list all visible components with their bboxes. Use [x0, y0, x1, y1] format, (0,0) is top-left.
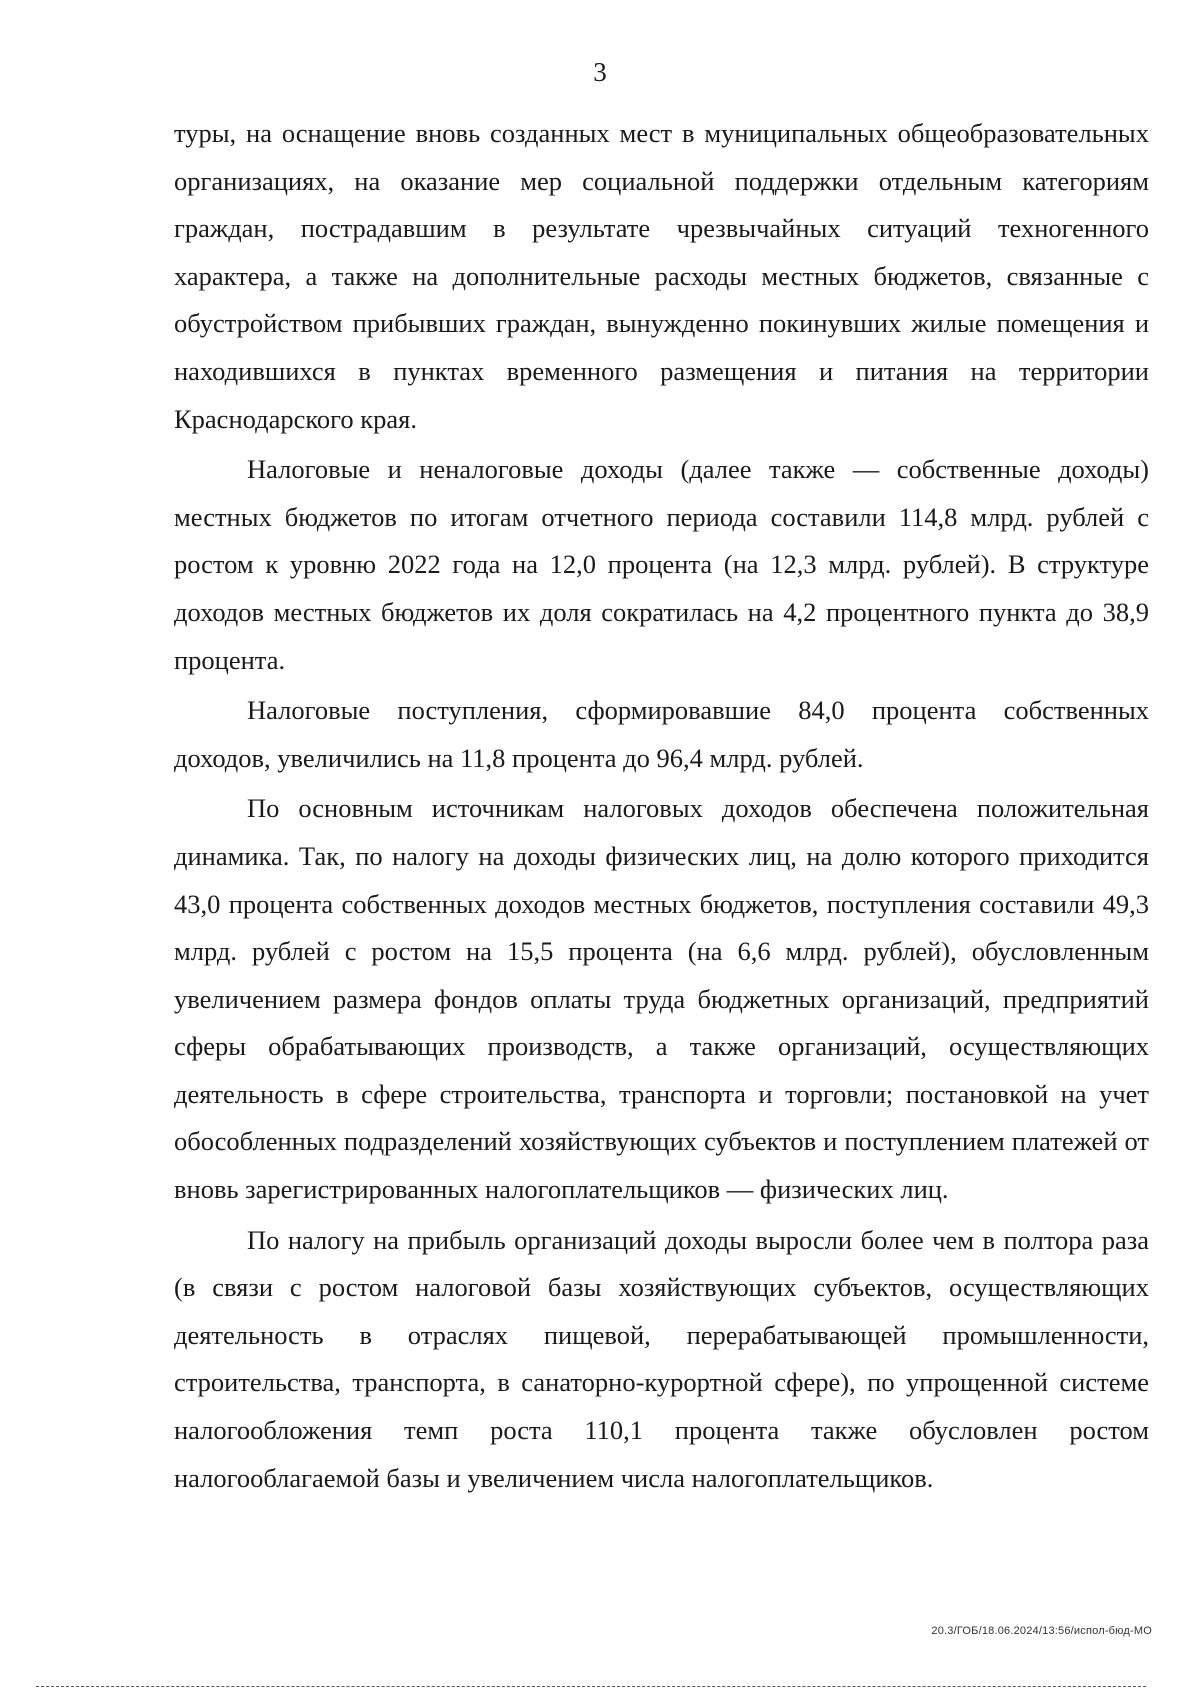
document-body: [174, 110, 1149, 1502]
paragraph-income-tax: По основным источникам налоговых доходов обеспечена положительная динамика. Так, по налогу на доходы физических лиц, на долю которого приходится 43,0 процента собственных доходов местных бюджетов, поступления составили 49,3 млрд. рублей с ростом на 15,5 процента (на 6,6 млрд. рублей), обусловленным увеличением размера фондов оплаты труда бюджетных организаций, предприятий сферы обрабатывающих производств, а также организаций, осуществляющих деятельность в сфере строительства, транспорта и торговли; постановкой на учет обособленных подразделений хозяйствующих субъектов и поступлением платежей от вновь зарегистрированных налогоплательщиков — физических лиц.: [174, 793, 1149, 1205]
footer-document-code: 20.3/ГОБ/18.06.2024/13:56/испол-бюд-МО: [931, 1625, 1152, 1637]
bottom-divider-line: [36, 1686, 1146, 1687]
paragraph-own-revenue: Налоговые и неналоговые доходы (далее также — собственные доходы) местных бюджетов по итогам отчетного периода составили 114,8 млрд. рублей с ростом к уровню 2022 года на 12,0 процента (на 12,3 млрд. рублей). В структуре доходов местных бюджетов их доля сократилась на 4,2 процентного пункта до 38,9 процента.: [174, 454, 1149, 675]
paragraph-profit-tax: По налогу на прибыль организаций доходы выросли более чем в полтора раза (в связи с ростом налоговой базы хозяйствующих субъектов, осуществляющих деятельность в отраслях пищевой, перерабатывающей промышленности, строительства, транспорта, в санаторно-курортной сфере), по упрощенной системе налогообложения темп роста 110,1 процента также обусловлен ростом налогооблагаемой базы и увеличением числа налогоплательщиков.: [174, 1224, 1149, 1493]
paragraph-tax-receipts: Налоговые поступления, сформировавшие 84,0 процента собственных доходов, увеличились на 11,8 процента до 96,4 млрд. рублей.: [174, 695, 1149, 773]
page-number: 3: [593, 57, 607, 87]
paragraph-continuation: туры, на оснащение вновь созданных мест в муниципальных общеобразовательных организациях, на оказание мер социальной поддержки отдельным категориям граждан, пострадавшим в результате чрезвычайных ситуаций техногенного характера, а также на дополнительные расходы местных бюджетов, связанные с обустройством прибывших граждан, вынужденно покинувших жилые помещения и находившихся в пунктах временного размещения и питания на территории Краснодарского края.: [174, 118, 1149, 434]
